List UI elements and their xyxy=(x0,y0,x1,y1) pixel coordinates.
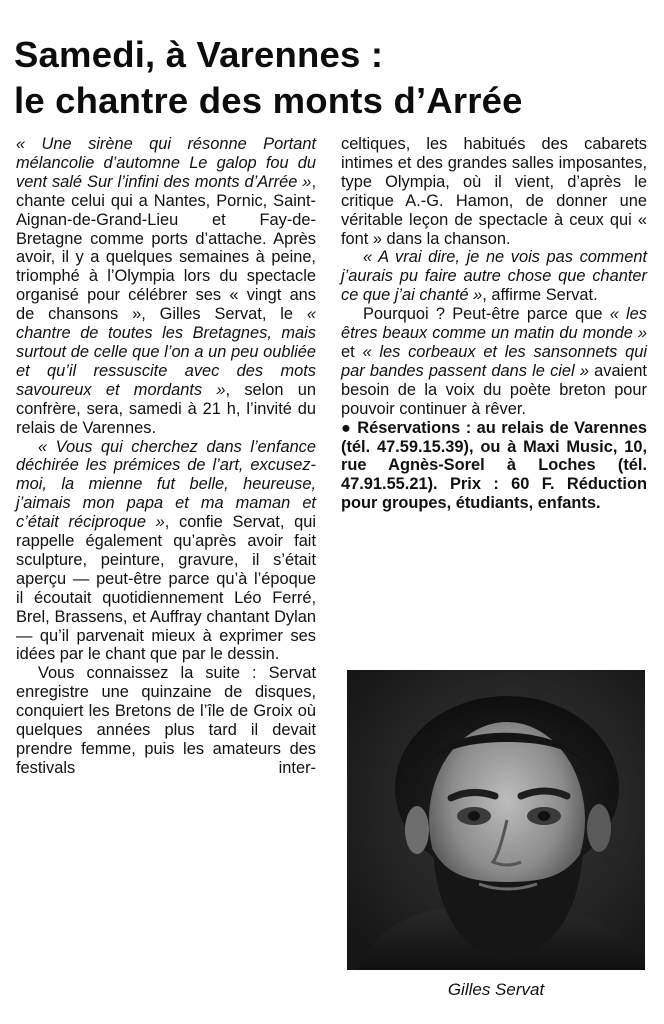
why-text-c: avaient besoin de la voix du poète breton pour pouvoir continuer à rêver. xyxy=(341,361,647,418)
photo-caption: Gilles Servat xyxy=(447,980,545,999)
headline xyxy=(14,32,654,124)
opening-text-end: , selon un confrère, sera, samedi à 21 h, l’invité du relais de Varennes. xyxy=(16,380,316,437)
poem-quote: « Une sirène qui résonne Portant mélancolie d’automne Le galop fou du vent salé Sur l’infini des monts d’Arrée » xyxy=(16,135,316,191)
headline-line-1: Samedi, à Varennes : xyxy=(14,34,384,76)
paragraph-servat-quote xyxy=(341,248,647,305)
paragraph-childhood xyxy=(16,438,316,665)
why-quote-2: « les corbeaux et les sansonnets qui par bandes passent dans le ciel » xyxy=(341,342,647,380)
reservations-info: ● Réservations : au relais de Varennes (tél. 47.59.15.39), ou à Maxi Music, 10, rue Agnès-Sorel à Loches (tél. 47.91.55.21). Prix : 60 F. Réduction pour groupes, étudiants, enfants. xyxy=(341,418,647,513)
paragraph-why xyxy=(341,305,647,418)
servat-quote: « A vrai dire, je ne vois pas comment j’aurais pu faire autre chose que chanter ce que j’ai chanté » xyxy=(341,248,647,305)
why-text-a: Pourquoi ? Peut-être parce que xyxy=(363,305,610,324)
article-column-right xyxy=(341,135,647,513)
opening-text: , chante celui qui a Nantes, Pornic, Saint-Aignan-de-Grand-Lieu et Fay-de-Bretagne comme ports d’attache. Après avoir, il y a quelques semaines à peine, triomphé à l’Olympia lors du spectacle organisé pour célébrer ses « vingt ans de chansons », Gilles Servat, le xyxy=(16,172,316,324)
headline-line-2: le chantre des monts d’Arrée xyxy=(14,80,523,122)
paragraph-reservations xyxy=(341,419,647,514)
paragraph-continued xyxy=(341,135,647,248)
continued-text: celtiques, les habitués des cabarets intimes et des grandes salles imposantes, type Olympia, où il vient, d’après le critique A.-G. Hamon, de donner une véritable leçon de spectacle à ceux qui « font » dans la chanson. xyxy=(341,135,647,248)
critic-quote: « chantre de toutes les Bretagnes, mais surtout de celle que l’on a un peu oubliée et qu’il ressuscite avec des mots savoureux et mordants » xyxy=(16,305,316,399)
article-column-left xyxy=(16,135,316,778)
servat-quote-attribution: , affirme Servat. xyxy=(482,286,598,305)
childhood-text: , confie Servat, qui rappelle également qu’après avoir fait sculpture, peinture, gravure, il s’était aperçu — peut-être parce qu’à l’époque il écoutait quotidiennement Léo Ferré, Brel, Brassens, et Auffray chantant Dylan — qu’il parvenait mieux à exprimer ses idées par le chant que par le dessin. xyxy=(16,513,316,664)
paragraph-opening xyxy=(16,135,316,438)
paragraph-career xyxy=(16,664,316,777)
career-text: Vous connaissez la suite : Servat enregistre une quinzaine de disques, conquiert les Bretons de l’île de Groix où quelques années plus tard il devait prendre femme, puis les amateurs des festivals inter- xyxy=(16,664,316,777)
childhood-quote: « Vous qui cherchez dans l’enfance déchirée les prémices de l’art, excusez-moi, la mienne fut belle, heureuse, j’aimais mon papa et ma maman et c’était réciproque » xyxy=(16,437,316,532)
portrait-image xyxy=(347,670,645,970)
why-quote-1: « les êtres beaux comme un matin du monde » xyxy=(341,305,647,343)
why-text-b: et xyxy=(341,342,363,361)
portrait-photo xyxy=(347,670,645,970)
